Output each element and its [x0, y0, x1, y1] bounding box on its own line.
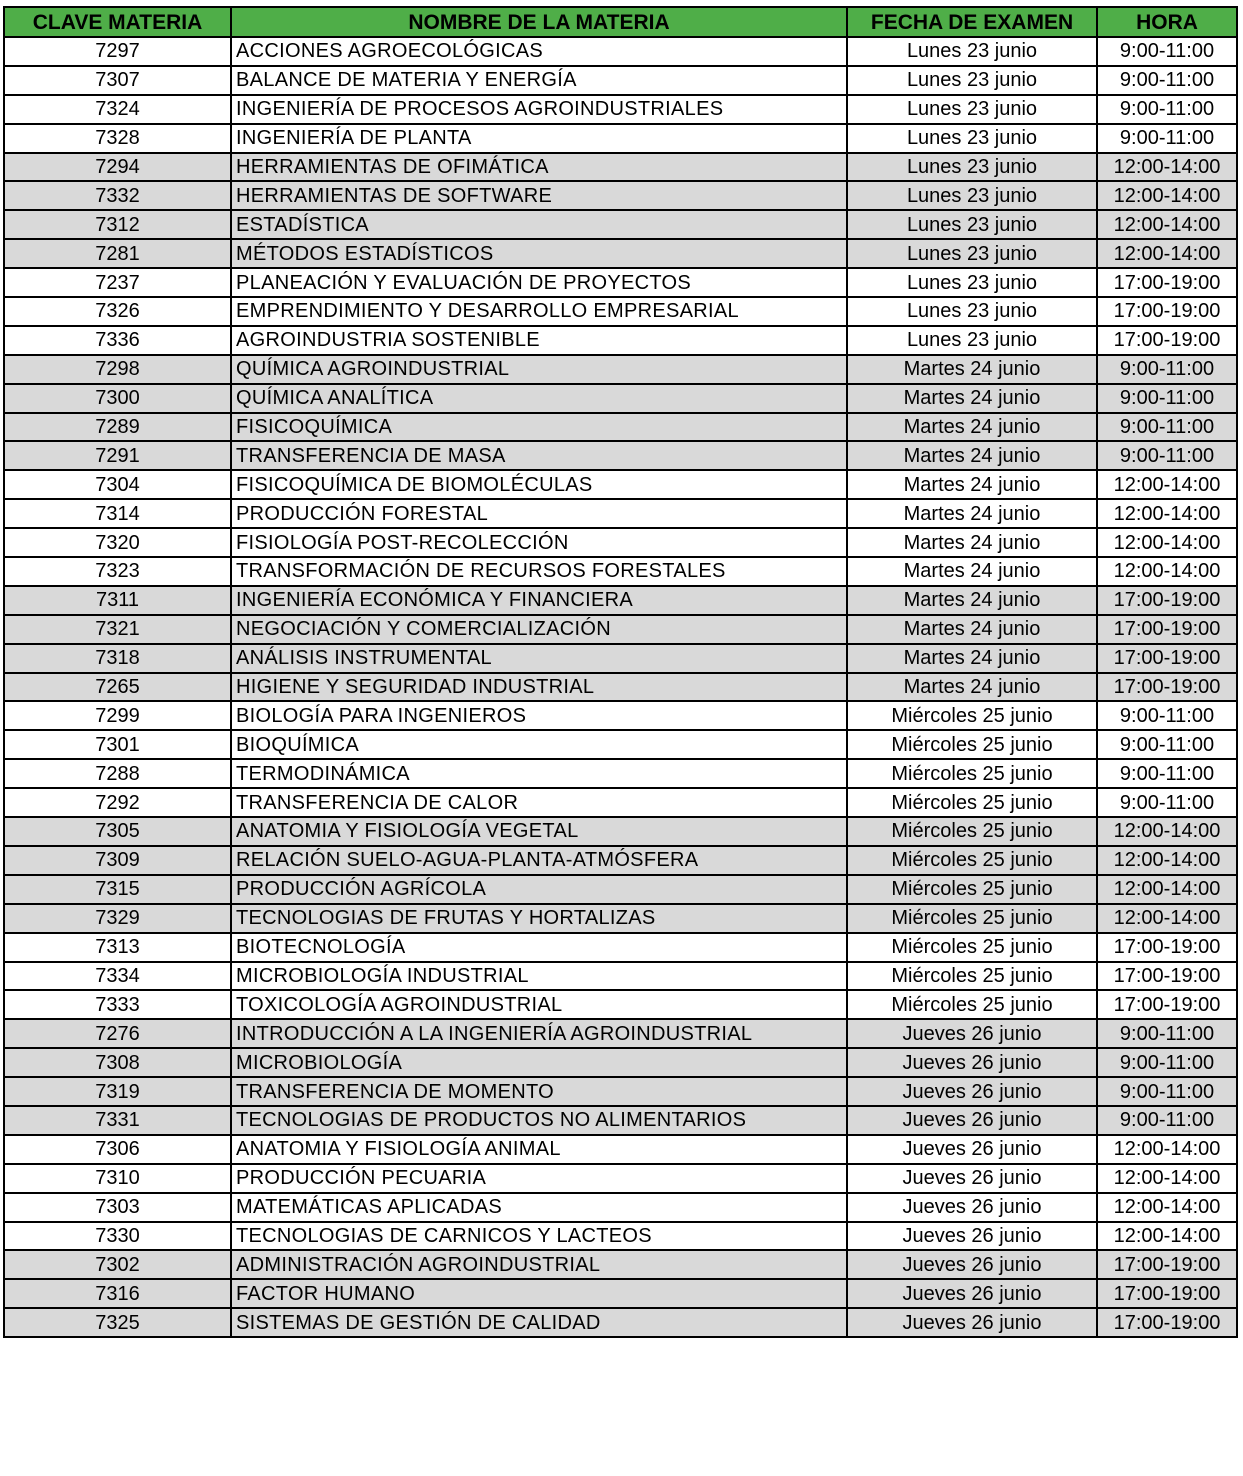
- cell-clave: 7291: [4, 441, 231, 470]
- cell-hora: 12:00-14:00: [1097, 904, 1237, 933]
- cell-fecha: Lunes 23 junio: [847, 326, 1097, 355]
- cell-clave: 7301: [4, 730, 231, 759]
- cell-hora: 17:00-19:00: [1097, 1308, 1237, 1337]
- table-row: [4, 441, 1237, 470]
- cell-fecha: Martes 24 junio: [847, 355, 1097, 384]
- table-row: [4, 384, 1237, 413]
- cell-fecha: Miércoles 25 junio: [847, 759, 1097, 788]
- cell-clave: 7292: [4, 788, 231, 817]
- cell-hora: 12:00-14:00: [1097, 1193, 1237, 1222]
- cell-nombre: ANÁLISIS INSTRUMENTAL: [231, 644, 847, 673]
- table-row: [4, 846, 1237, 875]
- cell-nombre: PLANEACIÓN Y EVALUACIÓN DE PROYECTOS: [231, 268, 847, 297]
- cell-hora: 17:00-19:00: [1097, 673, 1237, 702]
- cell-nombre: MICROBIOLOGÍA: [231, 1048, 847, 1077]
- cell-fecha: Martes 24 junio: [847, 441, 1097, 470]
- cell-hora: 9:00-11:00: [1097, 788, 1237, 817]
- cell-hora: 9:00-11:00: [1097, 37, 1237, 66]
- cell-clave: 7313: [4, 933, 231, 962]
- header-nombre-materia: NOMBRE DE LA MATERIA: [231, 7, 847, 37]
- cell-fecha: Jueves 26 junio: [847, 1019, 1097, 1048]
- cell-clave: 7311: [4, 586, 231, 615]
- cell-hora: 9:00-11:00: [1097, 384, 1237, 413]
- cell-clave: 7326: [4, 297, 231, 326]
- table-row: [4, 788, 1237, 817]
- table-row: [4, 586, 1237, 615]
- cell-hora: 17:00-19:00: [1097, 990, 1237, 1019]
- cell-fecha: Martes 24 junio: [847, 384, 1097, 413]
- table-row: [4, 615, 1237, 644]
- cell-nombre: TECNOLOGIAS DE CARNICOS Y LACTEOS: [231, 1222, 847, 1251]
- cell-hora: 9:00-11:00: [1097, 1077, 1237, 1106]
- cell-hora: 17:00-19:00: [1097, 1279, 1237, 1308]
- cell-hora: 12:00-14:00: [1097, 528, 1237, 557]
- table-row: [4, 1308, 1237, 1337]
- cell-fecha: Jueves 26 junio: [847, 1106, 1097, 1135]
- cell-hora: 17:00-19:00: [1097, 326, 1237, 355]
- cell-hora: 12:00-14:00: [1097, 239, 1237, 268]
- cell-hora: 17:00-19:00: [1097, 615, 1237, 644]
- cell-clave: 7332: [4, 181, 231, 210]
- cell-clave: 7334: [4, 962, 231, 991]
- cell-clave: 7300: [4, 384, 231, 413]
- cell-nombre: PRODUCCIÓN AGRÍCOLA: [231, 875, 847, 904]
- table-row: [4, 1048, 1237, 1077]
- cell-hora: 12:00-14:00: [1097, 1135, 1237, 1164]
- table-row: [4, 268, 1237, 297]
- cell-fecha: Martes 24 junio: [847, 644, 1097, 673]
- cell-nombre: TRANSFERENCIA DE MASA: [231, 441, 847, 470]
- cell-clave: 7276: [4, 1019, 231, 1048]
- table-row: [4, 701, 1237, 730]
- cell-fecha: Miércoles 25 junio: [847, 701, 1097, 730]
- table-row: [4, 1279, 1237, 1308]
- cell-clave: 7312: [4, 210, 231, 239]
- cell-nombre: QUÍMICA AGROINDUSTRIAL: [231, 355, 847, 384]
- cell-hora: 17:00-19:00: [1097, 933, 1237, 962]
- cell-fecha: Jueves 26 junio: [847, 1250, 1097, 1279]
- cell-fecha: Jueves 26 junio: [847, 1193, 1097, 1222]
- cell-hora: 12:00-14:00: [1097, 499, 1237, 528]
- cell-hora: 9:00-11:00: [1097, 1019, 1237, 1048]
- cell-fecha: Miércoles 25 junio: [847, 875, 1097, 904]
- cell-nombre: ANATOMIA Y FISIOLOGÍA VEGETAL: [231, 817, 847, 846]
- cell-nombre: HERRAMIENTAS DE OFIMÁTICA: [231, 153, 847, 182]
- cell-nombre: INGENIERÍA DE PROCESOS AGROINDUSTRIALES: [231, 95, 847, 124]
- cell-nombre: FACTOR HUMANO: [231, 1279, 847, 1308]
- cell-fecha: Martes 24 junio: [847, 528, 1097, 557]
- cell-hora: 12:00-14:00: [1097, 846, 1237, 875]
- cell-clave: 7324: [4, 95, 231, 124]
- cell-nombre: ADMINISTRACIÓN AGROINDUSTRIAL: [231, 1250, 847, 1279]
- cell-fecha: Martes 24 junio: [847, 499, 1097, 528]
- cell-fecha: Miércoles 25 junio: [847, 990, 1097, 1019]
- cell-fecha: Martes 24 junio: [847, 615, 1097, 644]
- cell-fecha: Lunes 23 junio: [847, 210, 1097, 239]
- table-row: [4, 181, 1237, 210]
- table-row: [4, 673, 1237, 702]
- cell-nombre: BIOLOGÍA PARA INGENIEROS: [231, 701, 847, 730]
- cell-clave: 7319: [4, 1077, 231, 1106]
- table-row: [4, 730, 1237, 759]
- table-row: [4, 1222, 1237, 1251]
- cell-hora: 12:00-14:00: [1097, 1164, 1237, 1193]
- cell-nombre: FISIOLOGÍA POST-RECOLECCIÓN: [231, 528, 847, 557]
- cell-hora: 17:00-19:00: [1097, 644, 1237, 673]
- cell-fecha: Lunes 23 junio: [847, 95, 1097, 124]
- cell-hora: 12:00-14:00: [1097, 470, 1237, 499]
- cell-clave: 7333: [4, 990, 231, 1019]
- table-row: [4, 1019, 1237, 1048]
- cell-fecha: Lunes 23 junio: [847, 37, 1097, 66]
- cell-clave: 7328: [4, 124, 231, 153]
- table-row: [4, 557, 1237, 586]
- cell-hora: 9:00-11:00: [1097, 701, 1237, 730]
- cell-fecha: Jueves 26 junio: [847, 1135, 1097, 1164]
- cell-clave: 7316: [4, 1279, 231, 1308]
- cell-clave: 7315: [4, 875, 231, 904]
- header-row: [4, 7, 1237, 37]
- cell-clave: 7294: [4, 153, 231, 182]
- table-row: [4, 470, 1237, 499]
- table-row: [4, 153, 1237, 182]
- cell-hora: 12:00-14:00: [1097, 557, 1237, 586]
- cell-hora: 9:00-11:00: [1097, 124, 1237, 153]
- table-row: [4, 528, 1237, 557]
- cell-clave: 7321: [4, 615, 231, 644]
- cell-hora: 9:00-11:00: [1097, 759, 1237, 788]
- cell-fecha: Lunes 23 junio: [847, 66, 1097, 95]
- cell-fecha: Martes 24 junio: [847, 470, 1097, 499]
- cell-clave: 7308: [4, 1048, 231, 1077]
- cell-nombre: TRANSFORMACIÓN DE RECURSOS FORESTALES: [231, 557, 847, 586]
- table-row: [4, 933, 1237, 962]
- table-row: [4, 210, 1237, 239]
- cell-fecha: Miércoles 25 junio: [847, 730, 1097, 759]
- cell-hora: 12:00-14:00: [1097, 817, 1237, 846]
- cell-hora: 12:00-14:00: [1097, 181, 1237, 210]
- cell-hora: 9:00-11:00: [1097, 355, 1237, 384]
- cell-clave: 7318: [4, 644, 231, 673]
- cell-hora: 12:00-14:00: [1097, 153, 1237, 182]
- cell-hora: 17:00-19:00: [1097, 586, 1237, 615]
- cell-fecha: Lunes 23 junio: [847, 153, 1097, 182]
- cell-fecha: Miércoles 25 junio: [847, 846, 1097, 875]
- cell-nombre: PRODUCCIÓN PECUARIA: [231, 1164, 847, 1193]
- cell-clave: 7237: [4, 268, 231, 297]
- cell-clave: 7331: [4, 1106, 231, 1135]
- cell-nombre: AGROINDUSTRIA SOSTENIBLE: [231, 326, 847, 355]
- table-row: [4, 297, 1237, 326]
- cell-hora: 17:00-19:00: [1097, 1250, 1237, 1279]
- cell-nombre: BIOQUÍMICA: [231, 730, 847, 759]
- cell-clave: 7314: [4, 499, 231, 528]
- cell-fecha: Jueves 26 junio: [847, 1164, 1097, 1193]
- cell-nombre: QUÍMICA ANALÍTICA: [231, 384, 847, 413]
- table-row: [4, 644, 1237, 673]
- cell-hora: 9:00-11:00: [1097, 730, 1237, 759]
- cell-fecha: Miércoles 25 junio: [847, 817, 1097, 846]
- header-clave-materia: CLAVE MATERIA: [4, 7, 231, 37]
- cell-clave: 7298: [4, 355, 231, 384]
- cell-hora: 9:00-11:00: [1097, 66, 1237, 95]
- table-row: [4, 37, 1237, 66]
- table-body: [4, 37, 1237, 1337]
- cell-clave: 7303: [4, 1193, 231, 1222]
- cell-fecha: Martes 24 junio: [847, 413, 1097, 442]
- table-row: [4, 875, 1237, 904]
- cell-clave: 7299: [4, 701, 231, 730]
- table-row: [4, 904, 1237, 933]
- cell-clave: 7330: [4, 1222, 231, 1251]
- cell-nombre: HERRAMIENTAS DE SOFTWARE: [231, 181, 847, 210]
- cell-nombre: ACCIONES AGROECOLÓGICAS: [231, 37, 847, 66]
- cell-clave: 7307: [4, 66, 231, 95]
- cell-hora: 9:00-11:00: [1097, 1048, 1237, 1077]
- table-row: [4, 355, 1237, 384]
- cell-clave: 7305: [4, 817, 231, 846]
- cell-hora: 9:00-11:00: [1097, 413, 1237, 442]
- cell-fecha: Lunes 23 junio: [847, 268, 1097, 297]
- cell-fecha: Jueves 26 junio: [847, 1048, 1097, 1077]
- cell-nombre: TECNOLOGIAS DE PRODUCTOS NO ALIMENTARIOS: [231, 1106, 847, 1135]
- cell-nombre: FISICOQUÍMICA: [231, 413, 847, 442]
- cell-nombre: MÉTODOS ESTADÍSTICOS: [231, 239, 847, 268]
- cell-nombre: NEGOCIACIÓN Y COMERCIALIZACIÓN: [231, 615, 847, 644]
- table-row: [4, 759, 1237, 788]
- table-row: [4, 1135, 1237, 1164]
- cell-hora: 12:00-14:00: [1097, 875, 1237, 904]
- cell-clave: 7329: [4, 904, 231, 933]
- cell-nombre: INGENIERÍA DE PLANTA: [231, 124, 847, 153]
- cell-fecha: Jueves 26 junio: [847, 1222, 1097, 1251]
- cell-fecha: Martes 24 junio: [847, 673, 1097, 702]
- table-row: [4, 817, 1237, 846]
- table-row: [4, 124, 1237, 153]
- cell-nombre: TECNOLOGIAS DE FRUTAS Y HORTALIZAS: [231, 904, 847, 933]
- cell-clave: 7288: [4, 759, 231, 788]
- cell-hora: 17:00-19:00: [1097, 268, 1237, 297]
- cell-clave: 7304: [4, 470, 231, 499]
- cell-clave: 7323: [4, 557, 231, 586]
- table-row: [4, 990, 1237, 1019]
- cell-nombre: HIGIENE Y SEGURIDAD INDUSTRIAL: [231, 673, 847, 702]
- cell-fecha: Martes 24 junio: [847, 557, 1097, 586]
- cell-clave: 7289: [4, 413, 231, 442]
- cell-nombre: MATEMÁTICAS APLICADAS: [231, 1193, 847, 1222]
- cell-hora: 9:00-11:00: [1097, 441, 1237, 470]
- cell-clave: 7302: [4, 1250, 231, 1279]
- cell-nombre: FISICOQUÍMICA DE BIOMOLÉCULAS: [231, 470, 847, 499]
- table-header: [4, 7, 1237, 37]
- cell-clave: 7309: [4, 846, 231, 875]
- table-row: [4, 1106, 1237, 1135]
- table-row: [4, 1193, 1237, 1222]
- cell-clave: 7310: [4, 1164, 231, 1193]
- cell-fecha: Lunes 23 junio: [847, 181, 1097, 210]
- cell-nombre: TRANSFERENCIA DE CALOR: [231, 788, 847, 817]
- header-fecha-examen: FECHA DE EXAMEN: [847, 7, 1097, 37]
- cell-hora: 9:00-11:00: [1097, 1106, 1237, 1135]
- cell-nombre: TOXICOLOGÍA AGROINDUSTRIAL: [231, 990, 847, 1019]
- cell-clave: 7265: [4, 673, 231, 702]
- cell-fecha: Miércoles 25 junio: [847, 904, 1097, 933]
- table-row: [4, 1250, 1237, 1279]
- cell-nombre: SISTEMAS DE GESTIÓN DE CALIDAD: [231, 1308, 847, 1337]
- cell-nombre: ESTADÍSTICA: [231, 210, 847, 239]
- table-row: [4, 413, 1237, 442]
- cell-nombre: RELACIÓN SUELO-AGUA-PLANTA-ATMÓSFERA: [231, 846, 847, 875]
- cell-fecha: Miércoles 25 junio: [847, 788, 1097, 817]
- cell-hora: 9:00-11:00: [1097, 95, 1237, 124]
- cell-fecha: Jueves 26 junio: [847, 1308, 1097, 1337]
- cell-hora: 12:00-14:00: [1097, 210, 1237, 239]
- cell-hora: 12:00-14:00: [1097, 1222, 1237, 1251]
- cell-clave: 7320: [4, 528, 231, 557]
- table-row: [4, 239, 1237, 268]
- cell-clave: 7306: [4, 1135, 231, 1164]
- header-hora: HORA: [1097, 7, 1237, 37]
- cell-nombre: PRODUCCIÓN FORESTAL: [231, 499, 847, 528]
- cell-clave: 7336: [4, 326, 231, 355]
- cell-fecha: Martes 24 junio: [847, 586, 1097, 615]
- cell-clave: 7297: [4, 37, 231, 66]
- table-row: [4, 66, 1237, 95]
- table-row: [4, 962, 1237, 991]
- cell-fecha: Jueves 26 junio: [847, 1279, 1097, 1308]
- cell-nombre: TRANSFERENCIA DE MOMENTO: [231, 1077, 847, 1106]
- cell-nombre: TERMODINÁMICA: [231, 759, 847, 788]
- cell-nombre: INGENIERÍA ECONÓMICA Y FINANCIERA: [231, 586, 847, 615]
- cell-nombre: EMPRENDIMIENTO Y DESARROLLO EMPRESARIAL: [231, 297, 847, 326]
- cell-nombre: INTRODUCCIÓN A LA INGENIERÍA AGROINDUSTRIAL: [231, 1019, 847, 1048]
- table-row: [4, 1164, 1237, 1193]
- cell-nombre: MICROBIOLOGÍA INDUSTRIAL: [231, 962, 847, 991]
- table-row: [4, 1077, 1237, 1106]
- cell-clave: 7281: [4, 239, 231, 268]
- cell-hora: 17:00-19:00: [1097, 297, 1237, 326]
- table-row: [4, 326, 1237, 355]
- cell-fecha: Lunes 23 junio: [847, 239, 1097, 268]
- cell-nombre: BIOTECNOLOGÍA: [231, 933, 847, 962]
- table-row: [4, 95, 1237, 124]
- cell-fecha: Miércoles 25 junio: [847, 962, 1097, 991]
- table-row: [4, 499, 1237, 528]
- cell-nombre: BALANCE DE MATERIA Y ENERGÍA: [231, 66, 847, 95]
- cell-fecha: Jueves 26 junio: [847, 1077, 1097, 1106]
- cell-fecha: Lunes 23 junio: [847, 297, 1097, 326]
- cell-clave: 7325: [4, 1308, 231, 1337]
- exam-schedule-table: [3, 6, 1238, 1338]
- cell-nombre: ANATOMIA Y FISIOLOGÍA ANIMAL: [231, 1135, 847, 1164]
- cell-hora: 17:00-19:00: [1097, 962, 1237, 991]
- cell-fecha: Lunes 23 junio: [847, 124, 1097, 153]
- cell-fecha: Miércoles 25 junio: [847, 933, 1097, 962]
